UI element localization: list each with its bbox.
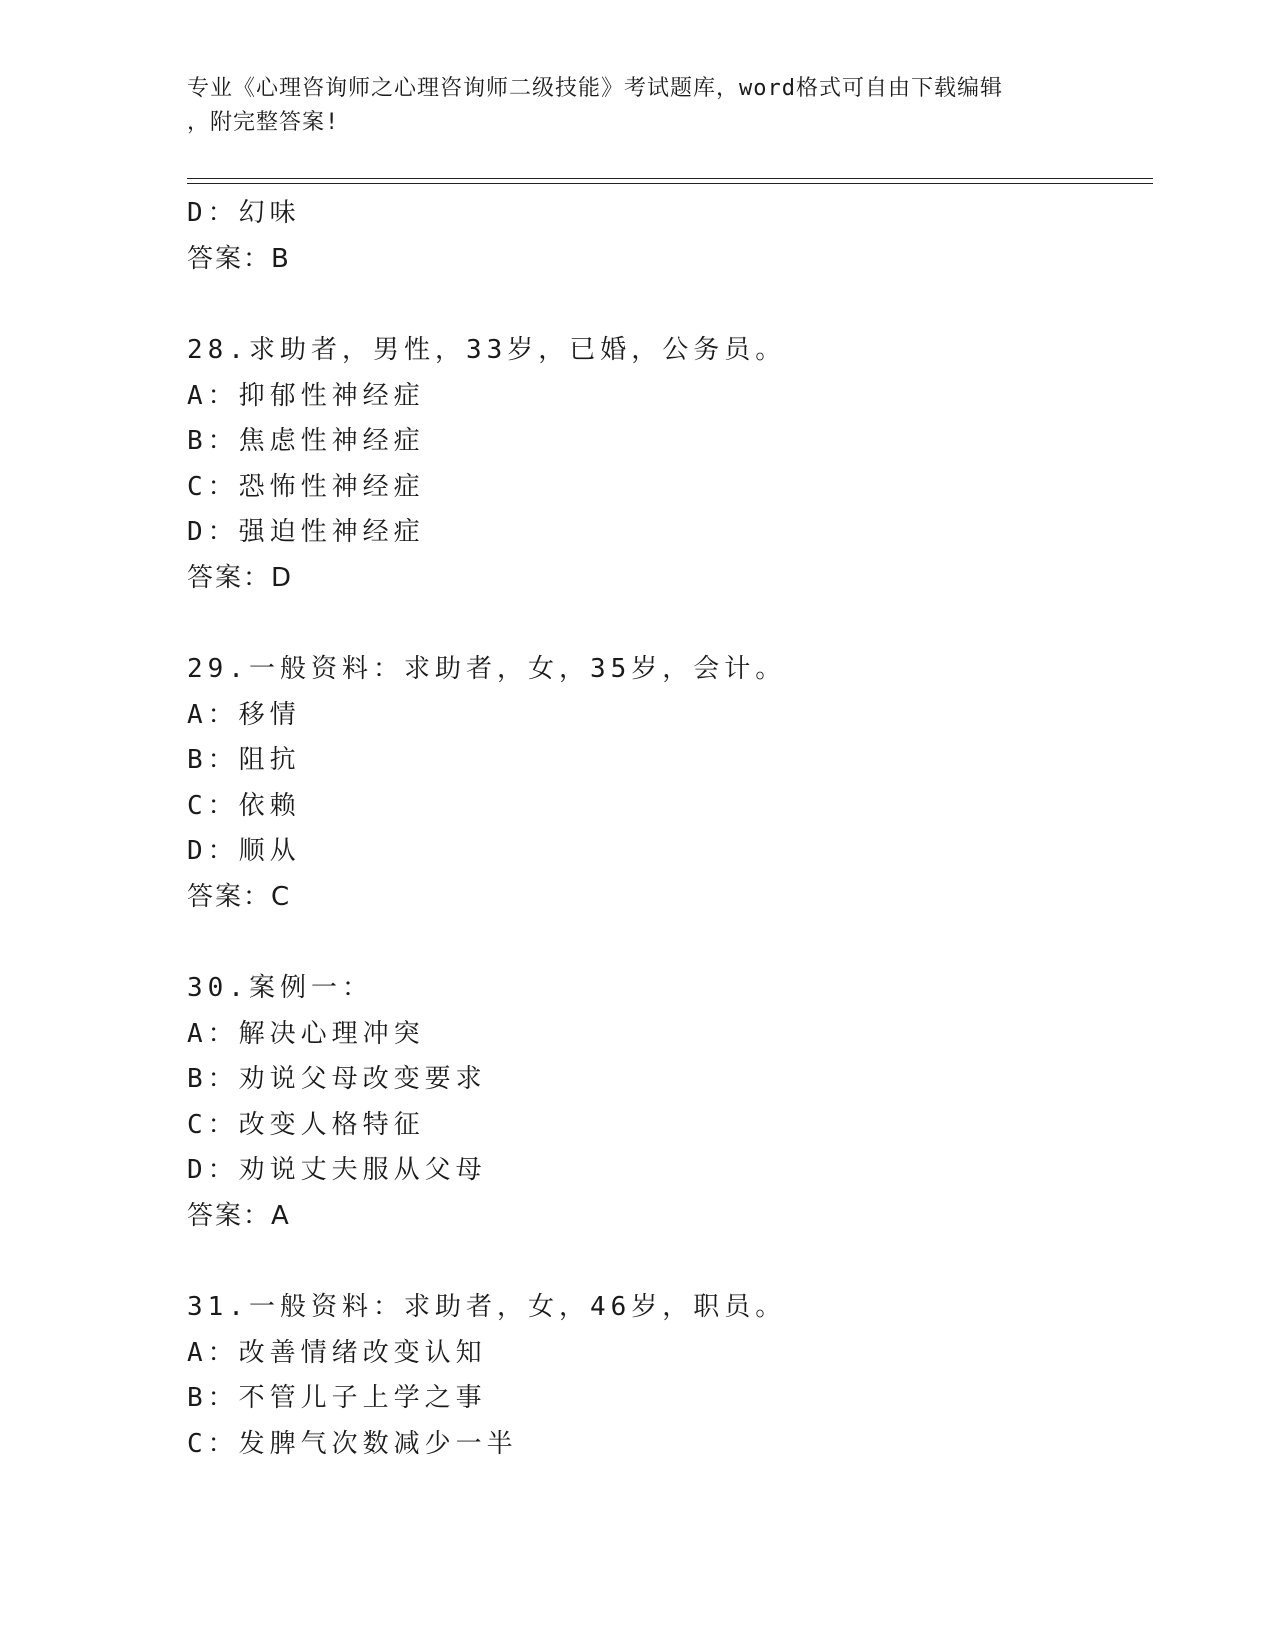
question-stem: 31.一般资料：求助者，女，46岁，职员。 [187, 1292, 787, 1322]
option-c: C：改变人格特征 [187, 1109, 425, 1140]
answer-line: 答案：C [187, 881, 292, 912]
spacer [187, 282, 1153, 328]
question-block-prev [187, 191, 1153, 282]
option-b: B：不管儿子上学之事 [187, 1383, 487, 1413]
question-block-28 [187, 328, 1153, 601]
option-a: A：移情 [187, 699, 301, 730]
spacer [187, 601, 1153, 647]
option-d: D：劝说丈夫服从父母 [187, 1155, 487, 1185]
option-c: C：依赖 [187, 790, 301, 821]
option-d: D：强迫性神经症 [187, 517, 425, 547]
option-a: A：改善情绪改变认知 [187, 1337, 487, 1368]
question-block-30 [187, 966, 1153, 1239]
option-d: D：幻味 [187, 198, 301, 228]
option-b: B：焦虑性神经症 [187, 426, 425, 456]
answer-line: 答案：D [187, 562, 294, 593]
header-line-2: ，附完整答案! [187, 110, 340, 135]
option-d: D：顺从 [187, 836, 301, 866]
answer-line: 答案：A [187, 1200, 291, 1231]
question-block-29 [187, 647, 1153, 920]
option-b: B：阻抗 [187, 745, 301, 775]
spacer [187, 1239, 1153, 1285]
question-list [187, 191, 1153, 1467]
question-block-31 [187, 1285, 1153, 1467]
option-c: C：恐怖性神经症 [187, 471, 425, 502]
option-a: A：解决心理冲突 [187, 1018, 425, 1049]
question-stem: 29.一般资料：求助者，女，35岁，会计。 [187, 654, 787, 684]
document-header [187, 72, 1087, 140]
question-stem: 30.案例一： [187, 973, 373, 1003]
option-c: C：发脾气次数减少一半 [187, 1428, 518, 1459]
header-divider-bottom [187, 183, 1153, 184]
header-line-1: 专业《心理咨询师之心理咨询师二级技能》考试题库，word格式可自由下载编辑 [187, 76, 1003, 101]
answer-line: 答案：B [187, 243, 291, 274]
option-b: B：劝说父母改变要求 [187, 1064, 487, 1094]
header-divider-top [187, 178, 1153, 179]
option-a: A：抑郁性神经症 [187, 380, 425, 411]
question-stem: 28.求助者，男性，33岁，已婚，公务员。 [187, 335, 787, 365]
spacer [187, 920, 1153, 966]
